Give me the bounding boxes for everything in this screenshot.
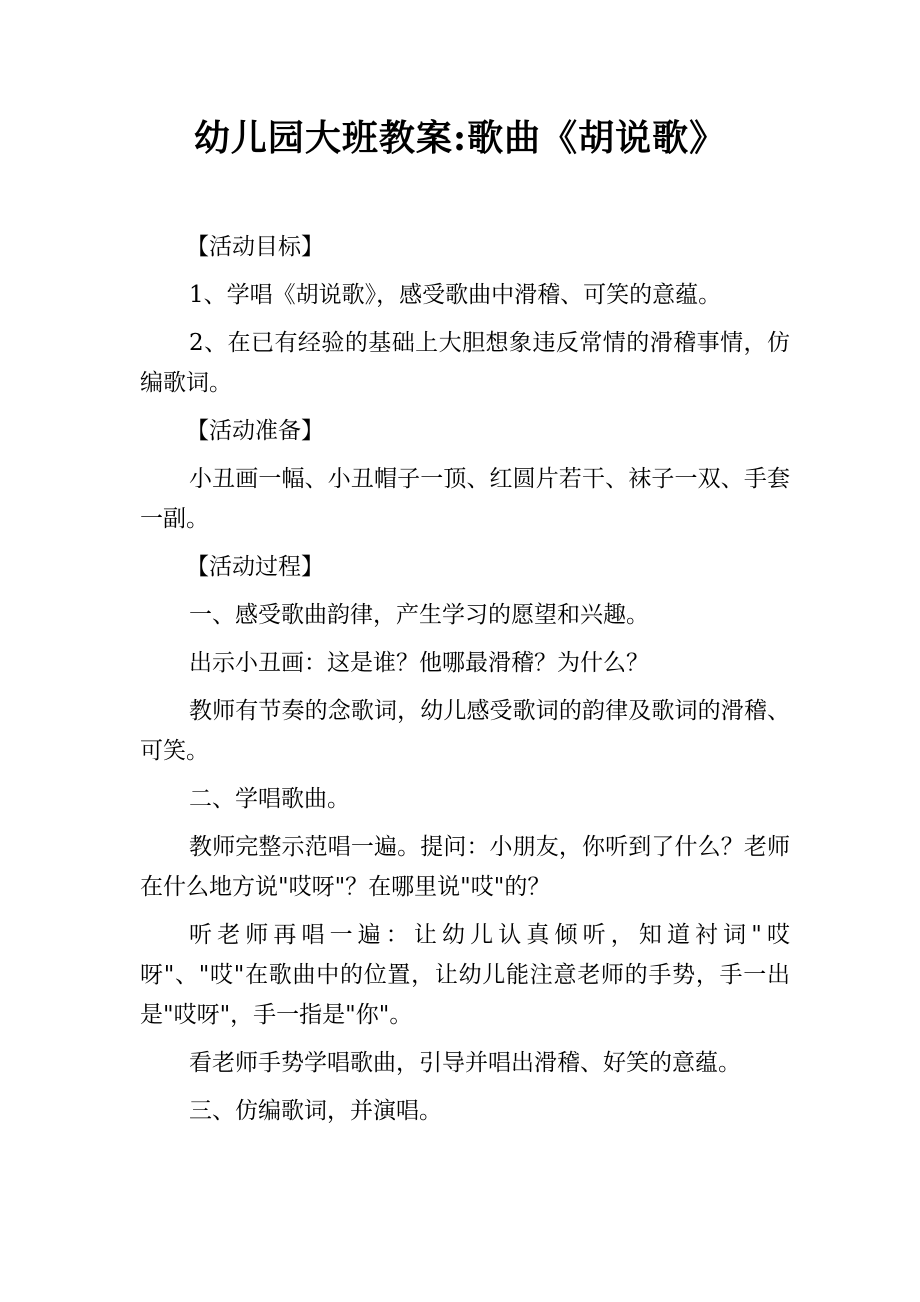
paragraph: 教师有节奏的念歌词，幼儿感受歌词的韵律及歌词的滑稽、可笑。 xyxy=(140,698,790,764)
paragraph: 一、感受歌曲韵律，产生学习的愿望和兴趣。 xyxy=(189,602,649,628)
section-heading-process: 【活动过程】 xyxy=(186,554,324,580)
document-title: 幼儿园大班教案:歌曲《胡说歌》 xyxy=(193,117,727,159)
paragraph: 1、学唱《胡说歌》，感受歌曲中滑稽、可笑的意蕴。 xyxy=(189,282,722,308)
paragraph: 三、仿编歌词，并演唱。 xyxy=(189,1098,442,1124)
document-body xyxy=(140,227,790,1139)
paragraph: 听老师再唱一遍：让幼儿认真倾听，知道衬词"哎呀"、"哎"在歌曲中的位置，让幼儿能注意老师的手势，手一出是"哎呀"，手一指是"你"。 xyxy=(140,922,790,1028)
paragraph: 2、在已有经验的基础上大胆想象违反常情的滑稽事情，仿编歌词。 xyxy=(140,330,790,396)
section-heading-goals: 【活动目标】 xyxy=(186,234,324,260)
paragraph: 教师完整示范唱一遍。提问：小朋友，你听到了什么？老师在什么地方说"哎呀"？在哪里说"哎"的？ xyxy=(140,834,790,900)
paragraph: 二、学唱歌曲。 xyxy=(189,786,350,812)
paragraph: 小丑画一幅、小丑帽子一顶、红圆片若干、袜子一双、手套一副。 xyxy=(140,466,790,532)
section-heading-preparation: 【活动准备】 xyxy=(186,418,324,444)
paragraph: 看老师手势学唱歌曲，引导并唱出滑稽、好笑的意蕴。 xyxy=(189,1050,741,1076)
paragraph: 出示小丑画：这是谁？他哪最滑稽？为什么？ xyxy=(189,650,649,676)
